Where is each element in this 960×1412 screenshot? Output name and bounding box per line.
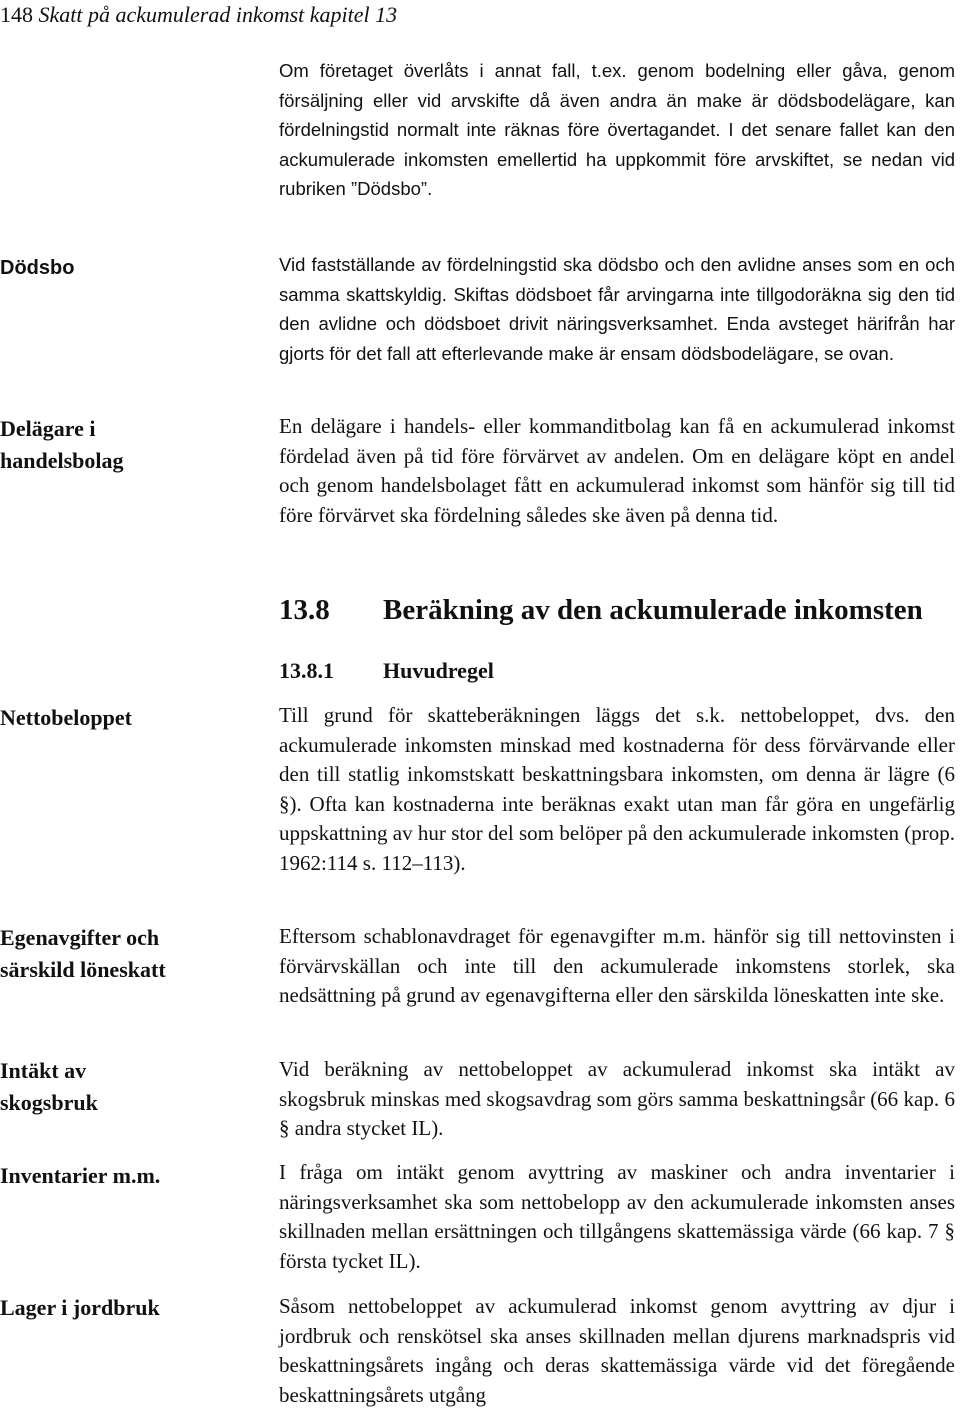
paragraph-delagare: En delägare i handels- eller kommanditbolag kan få en ackumulerad inkomst fördelad även på tid före förvärvet av andelen. Om en delägare köpt en andel och genom handelsbolaget fått en ackumulerad inkomst som hänför sig till tid före förvärvet ska fördelning således ske även på denna tid. — [279, 414, 955, 527]
margin-note-nettobeloppet: Nettobeloppet — [0, 705, 132, 730]
paragraph-lager: Såsom nettobeloppet av ackumulerad inkomst genom avyttring av djur i jordbruk och renskötsel ska anses skillnaden mellan djurens marknadspris vid beskattningsårets ingång och deras skattemässiga värde vid det föregående beskattningsårets utgång — [279, 1294, 955, 1407]
section-heading — [279, 590, 923, 630]
paragraph-dodsbo: Vid fastställande av fördelningstid ska dödsbo och den avlidne anses som en och samma skattskyldig. Skiftas dödsboet får arvingarna inte tillgodoräkna sig den tid den avlidne och dödsboet drivit näringsverksamhet. Enda avsteget härifrån har gjorts för det fall att efterlevande make är ensam dödsbodelägare, se ovan. — [279, 254, 955, 364]
paragraph-egenavgifter: Eftersom schablonavdraget för egenavgifter m.m. hänför sig till nettovinsten i förvärvskällan och inte till den ackumulerade inkomstens storlek, ska nedsättning på grund av egenavgifterna eller den särskilda löneskatten inte ske. — [279, 924, 955, 1008]
paragraph-skogsbruk: Vid beräkning av nettobeloppet av ackumulerad inkomst ska intäkt av skogsbruk minskas med skogsavdrag som görs samma beskattningsår (66 kap. 6 § andra stycket IL). — [279, 1057, 955, 1141]
margin-note-lager: Lager i jordbruk — [0, 1295, 160, 1320]
subsection-title: Huvudregel — [383, 658, 494, 683]
paragraph-overlatelse: Om företaget överlåts i annat fall, t.ex. genom bodelning eller gåva, genom försäljning eller vid arvskifte då även andra än make är dödsbodelägare, kan fördelningstid normalt inte räknas före övertagandet. I det senare fallet kan den ackumulerade inkomsten emellertid ha uppkommit före arvskiftet, se nedan vid rubriken ”Dödsbo”. — [279, 60, 955, 200]
margin-note-delagare: Delägare i handelsbolag — [0, 416, 124, 473]
margin-note-inventarier: Inventarier m.m. — [0, 1163, 161, 1188]
paragraph-nettobeloppet: Till grund för skatteberäkningen läggs det s.k. nettobeloppet, dvs. den ackumulerade inkomsten minskad med kostnaderna för dess förvärvande eller den till statlig inkomstskatt beskattningsbara inkomsten, om denna är lägre (6 §). Ofta kan kostnaderna inte beräknas exakt utan man får göra en ungefärlig uppskattning av hur stor del som belöper på den ackumulerade inkomsten (prop. 1962:114 s. 112–113). — [279, 703, 955, 875]
margin-note-egenavgifter: Egenavgifter och särskild löneskatt — [0, 925, 166, 982]
section-number: 13.8 — [279, 594, 330, 626]
subsection-number: 13.8.1 — [279, 658, 334, 683]
paragraph-inventarier: I fråga om intäkt genom avyttring av maskiner och andra inventarier i näringsverksamhet ska som nettobelopp av den ackumulerade inkomsten anses skillnaden mellan ersättningen och tillgångens skattemässiga värde (66 kap. 7 § första tycket IL). — [279, 1160, 955, 1273]
running-header — [0, 0, 500, 30]
running-title: Skatt på ackumulerad inkomst kapitel 13 — [38, 2, 398, 27]
margin-note-dodsbo: Dödsbo — [0, 257, 75, 279]
section-title: Beräkning av den ackumulerade inkomsten — [383, 594, 923, 626]
page-number: 148 — [0, 2, 33, 27]
margin-note-intakt: Intäkt av skogsbruk — [0, 1058, 98, 1115]
subsection-heading — [279, 655, 494, 687]
